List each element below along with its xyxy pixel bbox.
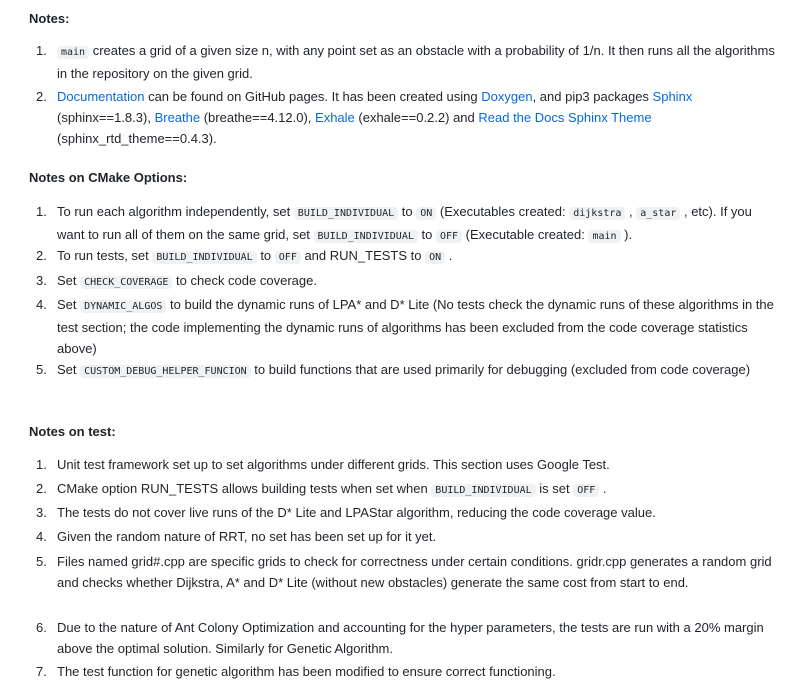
inline-code: CHECK_COVERAGE xyxy=(80,276,172,289)
list-item-text xyxy=(57,661,775,682)
list-item-text xyxy=(57,86,775,149)
text-run: (breathe==4.12.0), xyxy=(200,110,316,125)
list-item xyxy=(36,245,776,266)
list-number: 1. xyxy=(36,457,47,472)
list-item xyxy=(36,294,776,357)
text-run: The tests do not cover live runs of the D* Lite and LPAStar algorithm, reducing the code coverage value. xyxy=(57,505,656,520)
text-run: can be found on GitHub pages. It has been created using xyxy=(144,89,482,104)
list-item xyxy=(36,478,776,499)
text-run: , and pip3 packages xyxy=(532,89,653,104)
text-run: . xyxy=(599,481,607,496)
list-number: 1. xyxy=(36,204,47,219)
list-item-text xyxy=(57,359,775,382)
list-item xyxy=(36,270,776,291)
text-run: (Executables created: xyxy=(436,204,570,219)
list-number: 5. xyxy=(36,554,47,569)
inline-code: ON xyxy=(425,251,445,264)
notes-heading: Notes: xyxy=(29,11,70,26)
text-run: and RUN_TESTS to xyxy=(300,248,426,263)
inline-code: ON xyxy=(416,207,436,220)
list-item-text xyxy=(57,40,775,84)
list-item xyxy=(36,454,776,475)
doc-link[interactable]: Doxygen xyxy=(481,89,533,104)
doc-link[interactable]: Exhale xyxy=(315,110,355,125)
inline-code: BUILD_INDIVIDUAL xyxy=(152,251,256,264)
inline-code: dijkstra xyxy=(569,207,625,220)
inline-code: BUILD_INDIVIDUAL xyxy=(314,230,418,243)
list-item xyxy=(36,526,776,547)
cmake-options-heading: Notes on CMake Options: xyxy=(29,170,188,185)
inline-code: CUSTOM_DEBUG_HELPER_FUNCION xyxy=(80,365,251,378)
text-run: to xyxy=(398,204,417,219)
text-run: Given the random nature of RRT, no set has been set up for it yet. xyxy=(57,529,437,544)
text-run: Files named grid#.cpp are specific grids to check for correctness under certain conditions. gridr.cpp generates a random grid and checks whether Dijkstra, A* and D* Lite (without new obstacles) generate the same cost from start to end. xyxy=(57,554,772,590)
inline-code: BUILD_INDIVIDUAL xyxy=(294,207,398,220)
list-item xyxy=(36,502,776,523)
list-item xyxy=(36,40,776,82)
inline-code: OFF xyxy=(436,230,462,243)
list-number: 7. xyxy=(36,664,47,679)
list-number: 2. xyxy=(36,89,47,104)
text-run: (Executable created: xyxy=(462,227,589,242)
list-number: 3. xyxy=(36,273,47,288)
list-item-text xyxy=(57,294,775,359)
inline-code: a_star xyxy=(636,207,680,220)
inline-code: BUILD_INDIVIDUAL xyxy=(431,484,535,497)
inline-code: main xyxy=(588,230,620,243)
list-item-text xyxy=(57,454,775,475)
list-item-text xyxy=(57,270,775,293)
text-run: Set xyxy=(57,297,81,312)
inline-code: main xyxy=(57,46,89,59)
list-item-text xyxy=(57,201,775,247)
list-item xyxy=(36,661,776,682)
text-run: is set xyxy=(535,481,574,496)
list-number: 1. xyxy=(36,43,47,58)
text-run: , xyxy=(625,204,637,219)
inline-code: OFF xyxy=(275,251,301,264)
list-item xyxy=(36,201,776,243)
list-item-text xyxy=(57,478,775,501)
list-number: 4. xyxy=(36,529,47,544)
text-run: To run tests, set xyxy=(57,248,153,263)
text-run: to build the dynamic runs of LPA* and D* Lite (No tests check the dynamic runs of these algorithms in the test section; the code implementing the dynamic runs of algorithms has been excluded from the code coverage statistics above) xyxy=(57,297,774,356)
list-number: 2. xyxy=(36,248,47,263)
text-run: Unit test framework set up to set algorithms under different grids. This section uses Google Test. xyxy=(57,457,610,472)
text-run: ). xyxy=(620,227,633,242)
list-item-text xyxy=(57,551,775,593)
list-item xyxy=(36,551,776,614)
list-item-text xyxy=(57,502,775,523)
text-run: to xyxy=(256,248,275,263)
text-run: to build functions that are used primarily for debugging (excluded from code coverage) xyxy=(250,362,751,377)
text-run: CMake option RUN_TESTS allows building tests when set when xyxy=(57,481,432,496)
text-run: Set xyxy=(57,273,81,288)
text-run: to check code coverage. xyxy=(172,273,317,288)
text-run: to xyxy=(417,227,436,242)
doc-link[interactable]: Sphinx xyxy=(652,89,693,104)
doc-link[interactable]: Documentation xyxy=(57,89,145,104)
text-run: Due to the nature of Ant Colony Optimization and accounting for the hyper parameters, the tests are run with a 20% margin above the optimal solution. Similarly for Genetic Algorithm. xyxy=(57,620,764,656)
list-number: 5. xyxy=(36,362,47,377)
list-number: 4. xyxy=(36,297,47,312)
list-item-text xyxy=(57,617,775,659)
inline-code: OFF xyxy=(573,484,599,497)
text-run: Set xyxy=(57,362,81,377)
test-notes-heading: Notes on test: xyxy=(29,424,116,439)
list-number: 6. xyxy=(36,620,47,635)
text-run: (sphinx==1.8.3), xyxy=(57,110,155,125)
text-run: (exhale==0.2.2) and xyxy=(354,110,479,125)
text-run: , etc). If you want to run all of them on the same grid, set xyxy=(57,204,752,242)
list-item xyxy=(36,86,776,149)
list-item-text xyxy=(57,245,775,268)
text-run: creates a grid of a given size n, with any point set as an obstacle with a probability of 1/n. It then runs all the algorithms in the repository on the given grid. xyxy=(57,43,775,81)
text-run: (sphinx_rtd_theme==0.4.3). xyxy=(57,131,217,146)
text-run: . xyxy=(445,248,453,263)
doc-link[interactable]: Breathe xyxy=(154,110,201,125)
doc-link[interactable]: Read the Docs Sphinx Theme xyxy=(478,110,652,125)
list-item-text xyxy=(57,526,775,547)
text-run: The test function for genetic algorithm has been modified to ensure correct functioning. xyxy=(57,664,556,679)
list-number: 3. xyxy=(36,505,47,520)
list-item xyxy=(36,359,776,401)
list-item xyxy=(36,617,776,659)
list-number: 2. xyxy=(36,481,47,496)
inline-code: DYNAMIC_ALGOS xyxy=(80,300,166,313)
text-run: To run each algorithm independently, set xyxy=(57,204,294,219)
